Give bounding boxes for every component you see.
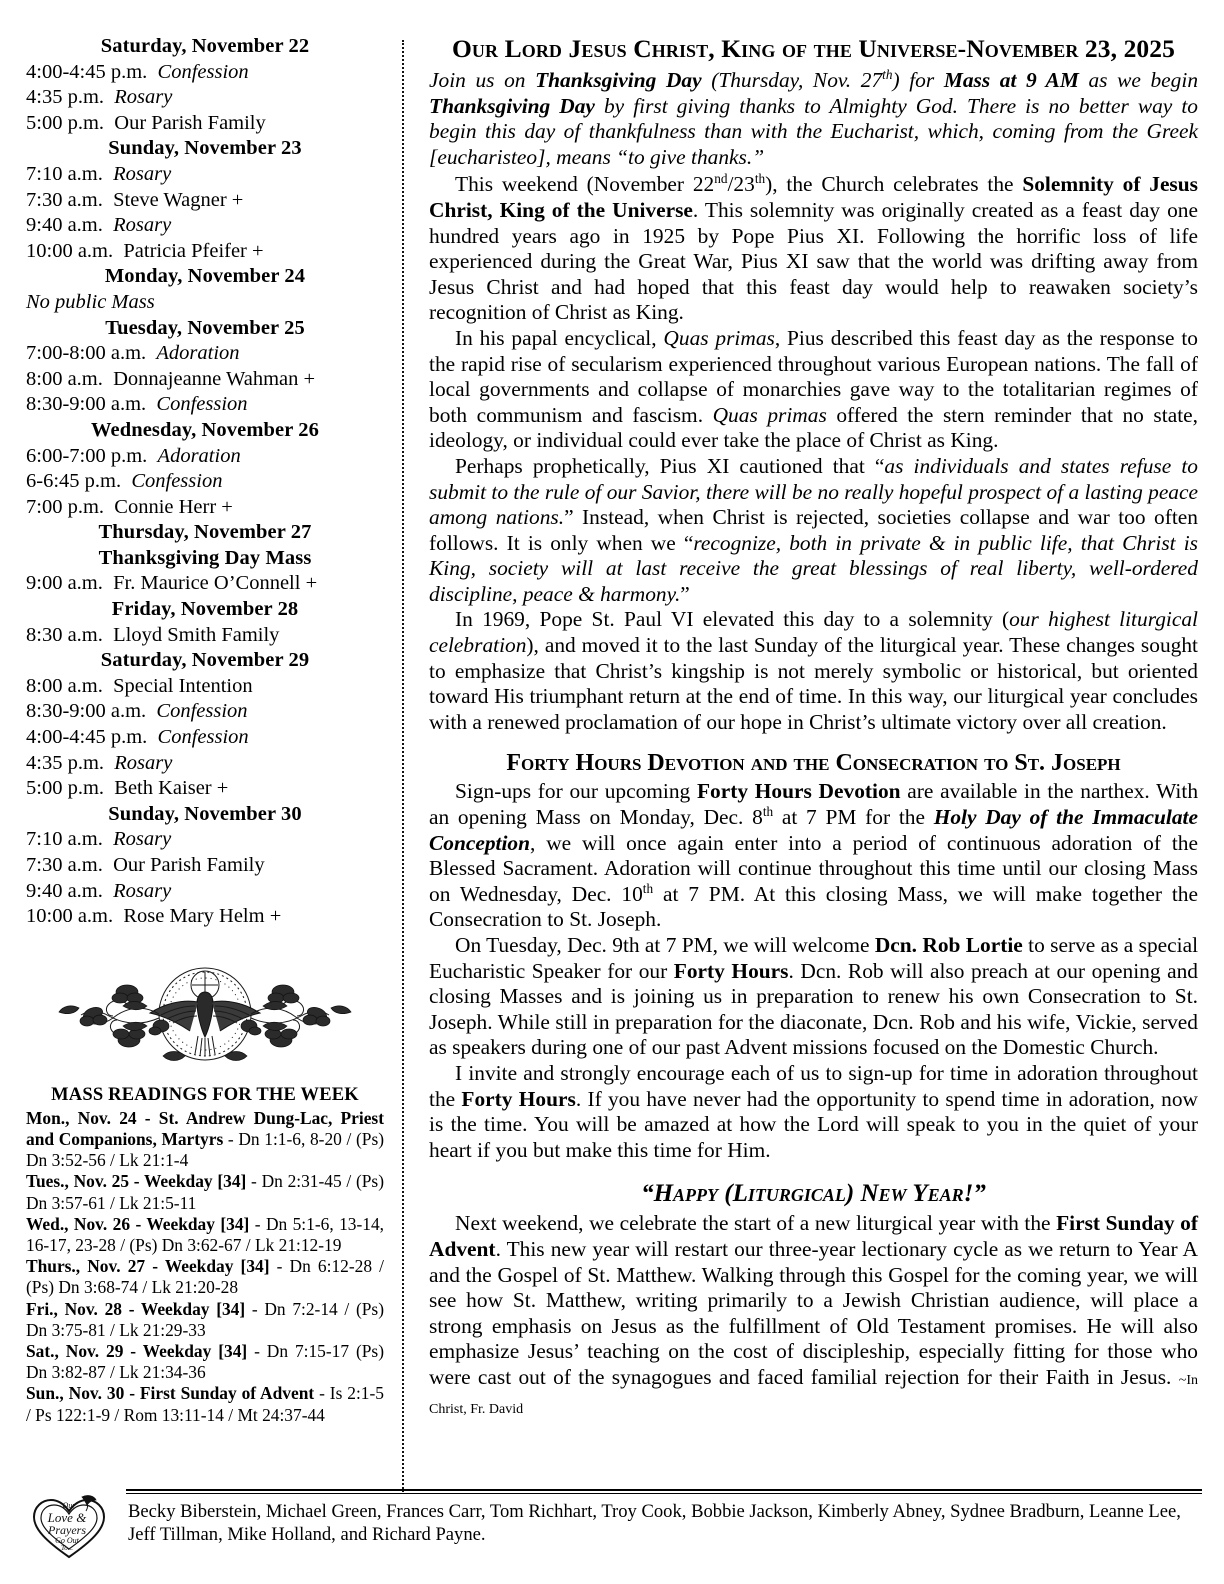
two-column-layout <box>26 34 1198 1489</box>
schedule-entry <box>26 188 384 214</box>
schedule-intention: Lloyd Smith Family <box>113 623 280 646</box>
reading-citation: - Dn 7:2-14 / (Ps) Dn 3:75-81 / Lk 21:29-33 <box>26 1298 384 1340</box>
dove-and-floral-engraving-icon <box>35 952 375 1072</box>
mass-reading-item <box>26 1108 384 1172</box>
schedule-entry <box>26 571 384 597</box>
prayer-list-footer <box>26 1489 1202 1568</box>
schedule-day-heading: Sunday, November 23 <box>108 137 302 160</box>
love-and-prayers-logo <box>26 1489 118 1568</box>
schedule-intention: Steve Wagner + <box>113 188 244 211</box>
reading-label: Thurs., Nov. 27 - Weekday [34] <box>26 1256 270 1277</box>
schedule-entry <box>26 367 384 393</box>
schedule-time: 4:00-4:45 p.m. <box>26 60 158 83</box>
mass-schedule-column <box>26 34 394 1426</box>
schedule-time: 4:35 p.m. <box>26 751 115 774</box>
schedule-intention: Rosary <box>113 214 172 237</box>
schedule-day-heading: Thursday, November 27 <box>98 521 312 544</box>
schedule-time: 10:00 a.m. <box>26 239 124 262</box>
schedule-day-heading: Wednesday, November 26 <box>91 418 319 441</box>
schedule-day-heading: Saturday, November 29 <box>100 649 310 672</box>
schedule-intention: Confession <box>156 393 248 416</box>
schedule-time: 9:00 a.m. <box>26 572 114 595</box>
schedule-time: 4:35 p.m. <box>26 86 115 109</box>
schedule-intention: Confession <box>157 60 249 83</box>
schedule-intention: Rosary <box>113 162 172 185</box>
prayer-names: Becky Biberstein, Michael Green, Frances Carr, Tom Richhart, Troy Cook, Bobbie Jackson, Kimberly Abney, Sydnee Bradburn, Leanne Lee, Jeff Tillman, Mike Holland, and Richard Payne. <box>128 1501 1181 1545</box>
page-title: Our Lord Jesus Christ, King of the Universe-November 23, 2025 <box>452 34 1175 63</box>
schedule-time: 8:00 a.m. <box>26 674 114 697</box>
schedule-intention: Confession <box>156 700 248 723</box>
pastor-signoff: ~In Christ, Fr. David <box>429 1372 1198 1417</box>
footer-rule <box>126 1489 1202 1494</box>
schedule-time: 7:10 a.m. <box>26 162 114 185</box>
forty-hours-heading: Forty Hours Devotion and the Consecration to St. Joseph <box>506 750 1121 777</box>
new-year-heading: “Happy (Liturgical) New Year!” <box>641 1180 986 1208</box>
schedule-time: 8:30-9:00 a.m. <box>26 393 157 416</box>
reading-label: Mon., Nov. 24 - St. Andrew Dung-Lac, Priest and Companions, Martyrs <box>26 1107 384 1149</box>
paragraph-prophetic-caution: Perhaps prophetically, Pius XI cautioned that “as individuals and states refuse to submit to the rule of our Savior, there will be no really hopeful prospect of a lasting peace among nations.” Instead, when Christ is rejected, societies collapse and war too often follows. It is only when we “recognize, both in private & in public life, that Christ is King, society will at last receive the great blessings of real liberty, well-ordered discipline, peace & harmony.” <box>429 453 1198 606</box>
schedule-intention: Confession <box>157 726 249 749</box>
schedule-entry <box>26 162 384 188</box>
schedule-time: 8:00 a.m. <box>26 367 114 390</box>
prayer-names-block <box>118 1489 1202 1546</box>
schedule-intention: Rosary <box>114 751 173 774</box>
schedule-entry <box>26 111 384 137</box>
schedule-intention: Beth Kaiser + <box>114 777 229 800</box>
mass-schedule-list <box>26 34 384 930</box>
column-divider <box>402 40 405 1492</box>
reading-label: Tues., Nov. 25 - Weekday [34] <box>26 1171 247 1192</box>
schedule-entry <box>26 623 384 649</box>
schedule-time: 4:00-4:45 p.m. <box>26 726 158 749</box>
schedule-entry <box>26 392 384 418</box>
schedule-entry <box>26 904 384 930</box>
schedule-entry <box>26 699 384 725</box>
schedule-time: 5:00 p.m. <box>26 111 115 134</box>
thanksgiving-notice: Join us on Thanksgiving Day (Thursday, Nov. 27th) for Mass at 9 AM as we begin Thanksgiving Day by first giving thanks to Almighty God. There is no better way to begin this day of thankfulness than with the Eucharist, which, coming from the Greek [eucharisteo], means “to give thanks.” <box>429 66 1199 169</box>
schedule-intention: Our Parish Family <box>114 111 266 134</box>
schedule-intention: Adoration <box>156 342 240 365</box>
schedule-entry <box>26 674 384 700</box>
schedule-time: 8:30 a.m. <box>26 623 114 646</box>
svg-text:Go Out: Go Out <box>55 1536 79 1545</box>
paragraph-adoration-invite: I invite and strongly encourage each of us to sign-up for time in adoration throughout the Forty Hours. If you have never had the opportunity to spend time in adoration, now is the time. You will be amazed at how the Lord will speak to you in the quiet of your heart if you but make this time for Him. <box>429 1060 1198 1162</box>
schedule-day-heading: Saturday, November 22 <box>100 35 310 57</box>
schedule-time: 7:10 a.m. <box>26 828 114 851</box>
schedule-entry <box>26 776 384 802</box>
schedule-entry <box>26 879 384 905</box>
mass-reading-item <box>26 1341 384 1383</box>
reading-label: Fri., Nov. 28 - Weekday [34] <box>26 1298 246 1319</box>
paragraph-solemnity-intro: This weekend (November 22nd/23th), the Church celebrates the Solemnity of Jesus Christ, King of the Universe. This solemnity was originally created as a feast day one hundred years ago in 1925 by Pope Pius XI. Following the horrific loss of life experienced during the Great War, Pius XI saw that the world was drifting away from Jesus Christ and had hoped that this feast day would help to reawaken society’s recognition of Christ as King. <box>429 171 1198 325</box>
schedule-day-heading: Tuesday, November 25 <box>105 316 305 339</box>
reading-citation: - Dn 2:31-45 / (Ps) Dn 3:57-61 / Lk 21:5-11 <box>26 1171 384 1213</box>
heart-with-dove-icon <box>26 1491 112 1563</box>
schedule-time: 9:40 a.m. <box>26 214 114 237</box>
mass-reading-item <box>26 1383 384 1425</box>
schedule-intention: Patricia Pfeifer + <box>123 239 264 262</box>
reading-citation: - Dn 7:15-17 (Ps) Dn 3:82-87 / Lk 21:34-36 <box>26 1341 384 1383</box>
schedule-entry <box>26 213 384 239</box>
schedule-intention: Special Intention <box>113 674 253 697</box>
schedule-entry <box>26 444 384 470</box>
schedule-time: 7:30 a.m. <box>26 188 114 211</box>
svg-text:Our: Our <box>62 1501 76 1510</box>
schedule-entry <box>26 341 384 367</box>
schedule-day-heading: Thanksgiving Day Mass <box>98 546 312 569</box>
schedule-intention: Rose Mary Helm + <box>123 905 282 928</box>
paragraph-dcn-rob-lortie: On Tuesday, Dec. 9th at 7 PM, we will welcome Dcn. Rob Lortie to serve as a special Eucharistic Speaker for our Forty Hours. Dcn. Rob will also preach at our opening and closing Masses and is joining us in preparation to renew his own Consecration to St. Joseph. While still in preparation for the diaconate, Dcn. Rob and his wife, Vickie, served as speakers during one of our past Advent missions focused on the Domestic Church. <box>429 933 1199 1060</box>
schedule-entry <box>26 853 384 879</box>
decorative-ornament <box>26 952 384 1072</box>
schedule-entry <box>26 239 384 265</box>
schedule-intention: Confession <box>131 470 223 493</box>
schedule-time: 8:30-9:00 a.m. <box>26 700 157 723</box>
schedule-time: 7:30 a.m. <box>26 854 114 876</box>
schedule-time: 10:00 a.m. <box>26 905 124 928</box>
schedule-day-heading: Sunday, November 30 <box>108 802 302 825</box>
paragraph-quas-primas: In his papal encyclical, Quas primas, Pius described this feast day as the response to the rapid rise of secularism experienced throughout various European nations. The fall of local governments and collapse of monarchies gave way to the totalitarian regimes of both communism and fascism. Quas primas offered the stern reminder that no state, ideology, or individual could ever take the place of Christ as King. <box>429 325 1198 453</box>
schedule-entry <box>26 751 384 777</box>
mass-reading-item <box>26 1214 384 1256</box>
reading-citation: - Dn 1:1-6, 8-20 / (Ps) Dn 3:52-56 / Lk 21:1-4 <box>26 1128 384 1171</box>
svg-text:Prayers: Prayers <box>48 1523 86 1537</box>
schedule-entry <box>26 290 384 316</box>
paragraph-forty-hours-signups: Sign-ups for our upcoming Forty Hours Devotion are available in the narthex. With an opening Mass on Monday, Dec. 8th at 7 PM for the Holy Day of the Immaculate Conception, we will once again enter into a period of continuous adoration of the Blessed Sacrament. Adoration will continue throughout this time until our closing Mass on Wednesday, Dec. 10th at 7 PM. At this closing Mass, we will make together the Consecration to St. Joseph. <box>429 779 1199 932</box>
schedule-entry <box>26 725 384 751</box>
reading-citation: - Dn 6:12-28 / (Ps) Dn 3:68-74 / Lk 21:20-28 <box>26 1256 384 1298</box>
schedule-day-heading: Friday, November 28 <box>111 598 299 621</box>
schedule-time: 6-6:45 p.m. <box>26 470 132 493</box>
mass-readings-title: MASS READINGS FOR THE WEEK <box>51 1084 359 1105</box>
schedule-intention: Fr. Maurice O’Connell + <box>113 572 318 595</box>
schedule-time: 5:00 p.m. <box>26 777 115 800</box>
reading-label: Sat., Nov. 29 - Weekday [34] <box>26 1341 248 1362</box>
schedule-entry <box>26 495 384 521</box>
schedule-intention: Rosary <box>113 828 172 851</box>
schedule-intention: Rosary <box>113 879 172 902</box>
schedule-intention: Our Parish Family <box>113 854 265 876</box>
mass-reading-item <box>26 1171 384 1213</box>
schedule-intention: Adoration <box>157 444 241 467</box>
schedule-intention: Donnajeanne Wahman + <box>113 367 316 390</box>
schedule-intention: Rosary <box>114 86 173 109</box>
schedule-entry <box>26 469 384 495</box>
paragraph-paul-vi: In 1969, Pope St. Paul VI elevated this day to a solemnity (our highest liturgical celebration), and moved it to the last Sunday of the liturgical year. These changes sought to emphasize that Christ’s kingship is not merely symbolic or historical, but oriented toward His triumphant return at the end of time. In this way, our liturgical year concludes with a renewed proclamation of our hope in Christ’s ultimate victory over all creation. <box>429 607 1198 734</box>
schedule-entry <box>26 85 384 111</box>
schedule-entry <box>26 60 384 86</box>
schedule-intention: No public Mass <box>26 290 155 313</box>
schedule-intention: Connie Herr + <box>114 495 233 518</box>
reading-label: Sun., Nov. 30 - First Sunday of Advent <box>26 1383 315 1404</box>
mass-readings-list <box>26 1108 384 1426</box>
schedule-time: 7:00-8:00 a.m. <box>26 342 157 365</box>
schedule-day-heading: Monday, November 24 <box>104 265 306 288</box>
reading-citation: - Dn 5:1-6, 13-14, 16-17, 23-28 / (Ps) Dn 3:62-67 / Lk 21:12-19 <box>26 1213 384 1255</box>
reading-citation: - Is 2:1-5 / Ps 122:1-9 / Rom 13:11-14 / Mt 24:37-44 <box>26 1383 384 1425</box>
mass-reading-item <box>26 1256 384 1298</box>
schedule-time: 9:40 a.m. <box>26 879 114 902</box>
schedule-entry <box>26 827 384 853</box>
paragraph-advent-new-year: Next weekend, we celebrate the start of a new liturgical year with the First Sunday of Advent. This new year will restart our three-year lectionary cycle as we return to Year A and the Gospel of St. Matthew. Walking through this Gospel for the coming year, we will see how St. Matthew, writing primarily to a Jewish Christian audience, will place a strong emphasis on Jesus as the fulfillment of Old Testament promises. He will also emphasize Jesus’ teaching on the cost of discipleship, especially fitting for those who were cast out of the synagogues and faced familial rejection for their Faith in Jesus. ~In Christ, Fr. David <box>429 1211 1198 1417</box>
reading-label: Wed., Nov. 26 - Weekday [34] <box>26 1213 250 1234</box>
mass-reading-item <box>26 1299 384 1341</box>
pastor-letter-column <box>419 34 1198 1422</box>
schedule-time: 6:00-7:00 p.m. <box>26 444 158 467</box>
schedule-time: 7:00 p.m. <box>26 495 115 518</box>
svg-text:Love &: Love & <box>47 1510 87 1525</box>
svg-text:To...: To... <box>60 1544 74 1552</box>
